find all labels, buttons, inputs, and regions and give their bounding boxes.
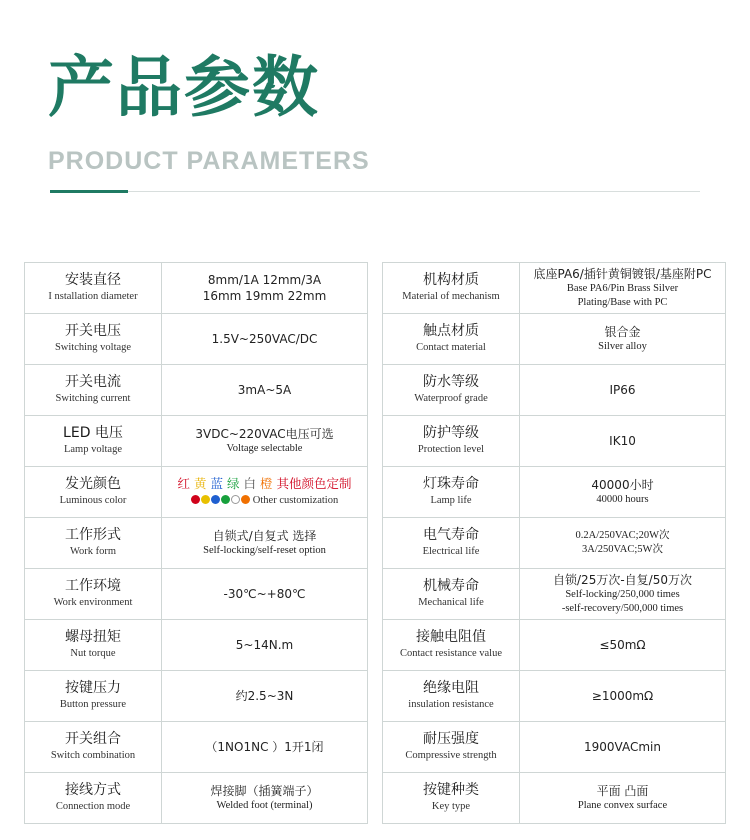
spec-label-cn: 螺母扭矩 — [65, 628, 121, 645]
spec-label-cn: 开关组合 — [65, 730, 121, 747]
spec-value-line: IK10 — [609, 433, 636, 448]
color-dot-b — [211, 495, 220, 504]
spec-label-en: Electrical life — [422, 546, 480, 558]
spec-label-en: Switching voltage — [54, 342, 132, 354]
spec-label-cn: 工作形式 — [65, 526, 121, 543]
spec-label-en: Protection level — [417, 444, 485, 456]
table-row — [383, 620, 726, 671]
spec-value-line: 3VDC~220VAC电压可选 — [195, 427, 334, 442]
table-row — [383, 569, 726, 620]
spec-value-line-en: Voltage selectable — [226, 443, 303, 455]
table-row — [25, 467, 368, 518]
spec-label-cell — [383, 569, 520, 620]
spec-table-right — [382, 262, 726, 824]
table-row — [383, 365, 726, 416]
spec-label-en: Key type — [431, 801, 471, 813]
spec-label-cn: 电气寿命 — [423, 526, 479, 543]
luminous-color-words — [162, 476, 367, 492]
spec-label-cn: 接线方式 — [65, 781, 121, 798]
spec-label-cn: 接触电阻值 — [416, 628, 486, 645]
spec-value-line-en: Welded foot (terminal) — [216, 800, 313, 812]
spec-value-cell — [162, 518, 368, 569]
color-dot-w — [231, 495, 240, 504]
spec-label-cell — [383, 314, 520, 365]
table-row — [383, 467, 726, 518]
spec-value-line: （1NO1NC ）1开1闭 — [205, 739, 324, 754]
spec-label-cell — [25, 569, 162, 620]
spec-label-en: Work form — [69, 546, 117, 558]
spec-value-line-en: Plane convex surface — [577, 800, 668, 812]
spec-value-cell — [520, 569, 726, 620]
spec-label-cn: 防护等级 — [423, 424, 479, 441]
table-row — [25, 569, 368, 620]
color-word: 蓝 — [210, 476, 223, 492]
spec-value-line: 约2.5~3N — [235, 688, 294, 703]
table-row — [383, 722, 726, 773]
spec-label-cn: 按键种类 — [423, 781, 479, 798]
spec-label-en: insulation resistance — [408, 699, 494, 711]
spec-label-cell — [25, 671, 162, 722]
divider-line — [50, 191, 700, 192]
table-row — [25, 365, 368, 416]
spec-label-cell — [25, 773, 162, 824]
color-dots-caption: Other customization — [252, 495, 339, 507]
spec-label-cn: 安装直径 — [65, 271, 121, 288]
spec-value-cell — [520, 365, 726, 416]
spec-value-cell — [520, 773, 726, 824]
spec-label-cell — [25, 365, 162, 416]
spec-value-cell — [162, 671, 368, 722]
divider-accent — [50, 190, 128, 193]
spec-value-cell — [162, 263, 368, 314]
spec-label-en: Waterproof grade — [414, 393, 488, 405]
spec-label-cell — [383, 722, 520, 773]
spec-label-en: Switching current — [55, 393, 131, 405]
spec-label-en: Compressive strength — [405, 750, 497, 762]
spec-value-cell — [520, 263, 726, 314]
spec-value-line-en: Base PA6/Pin Brass Silver — [566, 283, 679, 295]
spec-label-cell — [383, 263, 520, 314]
spec-label-cell — [25, 467, 162, 518]
spec-label-cn: 工作环境 — [65, 577, 121, 594]
spec-label-cell — [25, 416, 162, 467]
table-row — [383, 263, 726, 314]
spec-label-en: Lamp voltage — [63, 444, 123, 456]
spec-label-en: I nstallation diameter — [48, 291, 138, 303]
spec-value-line: 8mm/1A 12mm/3A — [207, 272, 322, 287]
spec-value-cell — [162, 722, 368, 773]
spec-value-cell — [162, 314, 368, 365]
spec-label-cell — [383, 671, 520, 722]
spec-value-cell — [520, 518, 726, 569]
spec-label-cn: 耐压强度 — [423, 730, 479, 747]
spec-label-cn: 触点材质 — [423, 322, 479, 339]
spec-value-cell — [520, 467, 726, 518]
color-word: 其他颜色定制 — [276, 476, 352, 492]
spec-value-line: 3mA~5A — [237, 382, 292, 397]
spec-value-line: 自锁式/自复式 选择 — [212, 529, 317, 544]
table-row — [25, 620, 368, 671]
spec-label-cell — [383, 620, 520, 671]
spec-label-cell — [383, 773, 520, 824]
spec-label-cn: 发光颜色 — [65, 475, 121, 492]
spec-label-en: Material of mechanism — [402, 291, 500, 303]
spec-label-en: Contact material — [416, 342, 486, 354]
spec-table-left — [24, 262, 368, 824]
spec-label-cn: 绝缘电阻 — [423, 679, 479, 696]
spec-value-line: 16mm 19mm 22mm — [202, 289, 327, 303]
table-row — [25, 416, 368, 467]
spec-value-line-en: Self-locking/self-reset option — [203, 545, 326, 557]
spec-value-line: 平面 凸面 — [596, 784, 649, 799]
spec-label-cn: 灯珠寿命 — [423, 475, 479, 492]
color-word: 白 — [243, 476, 256, 492]
color-word: 黄 — [193, 476, 207, 492]
spec-value-line-en: -self-recovery/500,000 times — [561, 603, 684, 615]
table-row — [25, 722, 368, 773]
spec-label-cell — [25, 722, 162, 773]
color-dot-g — [221, 495, 230, 504]
spec-label-cn: 机构材质 — [423, 271, 479, 288]
color-word: 绿 — [226, 476, 240, 492]
spec-value-cell — [520, 620, 726, 671]
spec-value-line-en: Self-locking/250,000 times — [565, 589, 680, 601]
spec-value-line: 自锁/25万次-自复/50万次 — [553, 573, 692, 588]
spec-label-cn: 机械寿命 — [423, 577, 479, 594]
spec-label-cn: 按键压力 — [65, 679, 121, 696]
spec-label-en: Lamp life — [430, 495, 472, 507]
spec-label-cn: LED 电压 — [63, 424, 123, 441]
spec-value-cell — [520, 416, 726, 467]
spec-value-cell — [520, 671, 726, 722]
spec-label-cell — [383, 365, 520, 416]
color-word: 红 — [177, 476, 190, 492]
page-header — [0, 0, 750, 193]
spec-label-cell — [383, 518, 520, 569]
table-row — [25, 314, 368, 365]
spec-label-en: Switch combination — [50, 750, 136, 762]
spec-value-line-en: Plating/Base with PC — [577, 297, 668, 309]
table-row — [383, 314, 726, 365]
color-dot-r — [191, 495, 200, 504]
spec-label-en: Contact resistance value — [399, 648, 503, 660]
color-dot-y — [201, 495, 210, 504]
page-title-cn: 产品参数 — [48, 49, 320, 126]
table-row — [383, 671, 726, 722]
spec-value-cell — [162, 416, 368, 467]
spec-value-cell — [520, 314, 726, 365]
table-row — [25, 671, 368, 722]
spec-value-cell — [162, 773, 368, 824]
spec-label-cn: 开关电压 — [65, 322, 121, 339]
spec-value-cell — [162, 365, 368, 416]
spec-value-line-en: Silver alloy — [598, 341, 647, 353]
spec-value-cell — [162, 620, 368, 671]
spec-value-line-en: 0.2A/250VAC;20W次 — [575, 530, 670, 542]
spec-value-line: 1900VACmin — [584, 739, 661, 754]
spec-value-line: 焊接脚（插簧端子） — [210, 784, 319, 799]
spec-value-line: 5~14N.m — [235, 637, 294, 652]
spec-value-line-en: 40000 hours — [596, 494, 649, 506]
spec-value-line: IP66 — [609, 382, 636, 397]
spec-label-en: Nut torque — [70, 648, 116, 660]
spec-value-line: ≤50mΩ — [599, 637, 646, 652]
spec-value-line-en: 3A/250VAC;5W次 — [582, 544, 663, 555]
spec-value-line: 银合金 — [604, 325, 641, 340]
spec-tables — [24, 262, 726, 824]
table-row — [25, 263, 368, 314]
spec-label-cell — [25, 263, 162, 314]
spec-label-en: Mechanical life — [418, 597, 484, 609]
spec-value-cell — [162, 467, 368, 518]
spec-value-line: 1.5V~250VAC/DC — [211, 331, 318, 346]
spec-label-en: Button pressure — [59, 699, 127, 711]
table-row — [25, 518, 368, 569]
spec-value-cell — [520, 722, 726, 773]
spec-label-cell — [25, 518, 162, 569]
spec-label-cn: 开关电流 — [65, 373, 121, 390]
table-row — [383, 518, 726, 569]
spec-value-line: 底座PA6/插针黄铜镀银/基座附PC — [533, 267, 712, 282]
spec-value-cell — [162, 569, 368, 620]
spec-label-cn: 防水等级 — [423, 373, 479, 390]
color-word: 橙 — [259, 476, 273, 492]
spec-label-en: Work environment — [53, 597, 133, 609]
spec-label-cell — [383, 467, 520, 518]
spec-label-en: Connection mode — [55, 801, 131, 813]
page-title-en: PRODUCT PARAMETERS — [48, 147, 370, 175]
color-dot-o — [241, 495, 250, 504]
spec-value-line: 40000小时 — [591, 478, 654, 493]
title-divider — [50, 190, 700, 193]
spec-value-line: ≥1000mΩ — [591, 688, 654, 703]
spec-value-line: -30℃~+80℃ — [223, 586, 306, 601]
color-dots — [162, 495, 367, 508]
spec-label-cell — [383, 416, 520, 467]
table-row — [383, 416, 726, 467]
table-row — [25, 773, 368, 824]
table-row — [383, 773, 726, 824]
spec-label-cell — [25, 314, 162, 365]
spec-label-cell — [25, 620, 162, 671]
spec-label-en: Luminous color — [59, 495, 127, 507]
